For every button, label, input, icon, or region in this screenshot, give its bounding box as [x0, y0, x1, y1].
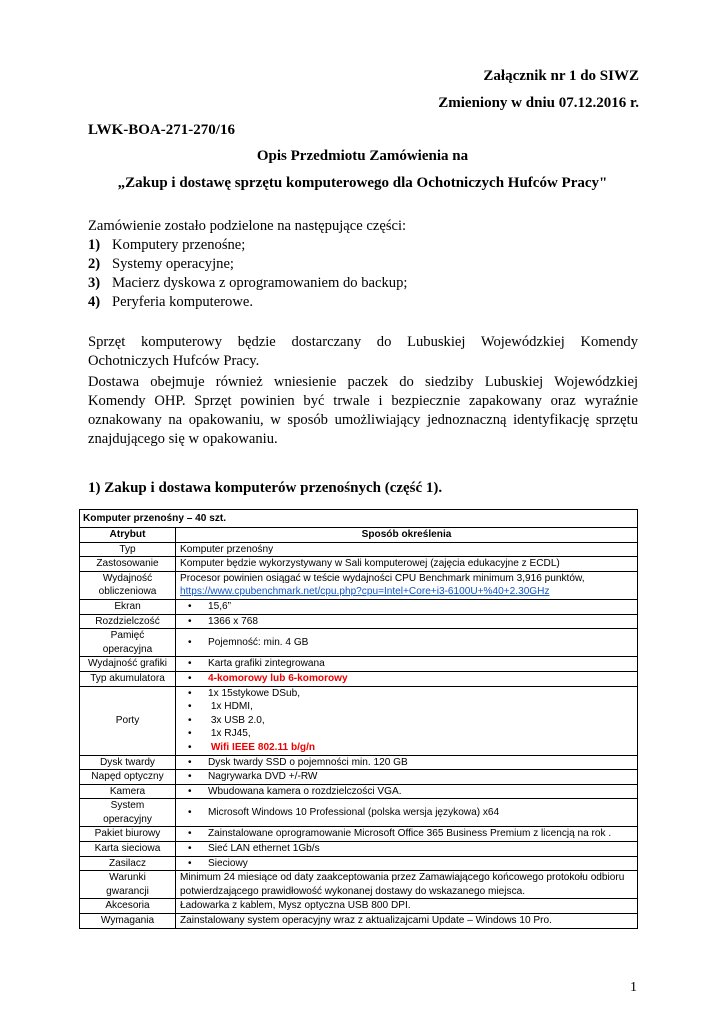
value-line: potwierdzającego prawidłowość wykonanej dostawy do wskazanego miejsca.	[180, 885, 526, 897]
port-item	[180, 700, 634, 714]
intro-lead: Zamówienie zostało podzielone na następujące części:	[88, 218, 407, 234]
table-caption-row	[80, 510, 638, 528]
row-attribute: Wymagania	[80, 914, 176, 929]
row-attribute: Zasilacz	[80, 856, 176, 871]
row-value	[176, 755, 638, 770]
list-item	[88, 236, 245, 255]
row-value: Ładowarka z kablem, Mysz optyczna USB 800 DPI.	[176, 899, 638, 914]
reference-number: LWK-BOA-271-270/16	[88, 122, 235, 138]
table-row	[80, 671, 638, 686]
table-header-row	[80, 528, 638, 543]
attr-line: obliczeniowa	[98, 586, 157, 598]
row-attribute: Typ akumulatora	[80, 671, 176, 686]
bullet-icon: •	[188, 828, 192, 840]
table-row	[80, 871, 638, 899]
list-item	[88, 274, 407, 293]
row-attribute: Dysk twardy	[80, 755, 176, 770]
list-number: 2)	[88, 256, 101, 272]
row-value	[176, 657, 638, 672]
row-value	[176, 671, 638, 686]
row-attribute: Pakiet biurowy	[80, 827, 176, 842]
row-value	[176, 599, 638, 614]
list-number: 1)	[88, 237, 101, 253]
row-value	[176, 784, 638, 799]
value-text: Karta grafiki zintegrowana	[208, 658, 325, 670]
row-attribute	[80, 629, 176, 657]
section-heading: 1) Zakup i dostawa komputerów przenośnych (część 1).	[88, 480, 443, 496]
delivery-paragraph-1: Sprzęt komputerowy będzie dostarczany do Lubuskiej Wojewódzkiej Komendy Ochotniczych Hufców Pracy.	[88, 334, 638, 369]
value-text-highlight: Wifi IEEE 802.11 b/g/n	[210, 741, 316, 753]
list-number: 4)	[88, 294, 101, 310]
value-text: 3x USB 2.0,	[210, 714, 265, 726]
table-row	[80, 542, 638, 557]
value-text: 1366 x 768	[208, 615, 258, 627]
table-row	[80, 899, 638, 914]
row-attribute: Wydajność grafiki	[80, 657, 176, 672]
row-value	[176, 856, 638, 871]
bullet-icon: •	[188, 771, 192, 783]
value-text: Nagrywarka DVD +/-RW	[208, 771, 318, 783]
row-value	[176, 842, 638, 857]
row-attribute: Napęd optyczny	[80, 770, 176, 785]
attachment-label: Załącznik nr 1 do SIWZ	[483, 68, 639, 84]
row-attribute: Rozdzielczość	[80, 614, 176, 629]
title-line-1: Opis Przedmiotu Zamówienia na	[256, 148, 469, 164]
table-row	[80, 799, 638, 827]
attr-line: operacyjny	[103, 813, 152, 825]
attr-line: Warunki	[109, 872, 146, 884]
list-text: Komputery przenośne;	[112, 237, 246, 253]
row-attribute: Zastosowanie	[80, 557, 176, 572]
column-header-attribute: Atrybut	[80, 528, 176, 543]
table-row	[80, 827, 638, 842]
table-row	[80, 842, 638, 857]
row-attribute	[80, 571, 176, 599]
row-value	[176, 827, 638, 842]
row-value	[176, 629, 638, 657]
list-number: 3)	[88, 275, 101, 291]
row-attribute: Porty	[80, 686, 176, 755]
bullet-icon: •	[188, 785, 192, 797]
value-text: Pojemność: min. 4 GB	[208, 636, 309, 648]
bullet-icon: •	[188, 687, 192, 699]
table-row	[80, 657, 638, 672]
list-text: Peryferia komputerowe.	[112, 294, 254, 310]
port-item	[180, 714, 634, 728]
row-value	[176, 871, 638, 899]
table-row	[80, 571, 638, 599]
list-item	[88, 255, 234, 274]
row-attribute: Kamera	[80, 784, 176, 799]
value-text-highlight: 4-komorowy lub 6-komorowy	[208, 672, 348, 684]
row-value: Zainstalowany system operacyjny wraz z aktualizajcami Update – Windows 10 Pro.	[176, 914, 638, 929]
bullet-icon: •	[188, 701, 192, 713]
port-item	[180, 741, 634, 755]
row-value	[176, 686, 638, 755]
value-text: Sieciowy	[208, 857, 248, 869]
bullet-icon: •	[188, 807, 192, 819]
attr-line: Pamięć	[110, 630, 145, 642]
bullet-icon: •	[188, 600, 192, 612]
attr-line: System	[110, 800, 145, 812]
value-text: 1x 15stykowe DSub,	[208, 687, 301, 699]
row-value: Komputer będzie wykorzystywany w Sali komputerowej (zajęcia edukacyjne z ECDL)	[176, 557, 638, 572]
value-text: 1x HDMI,	[210, 701, 253, 713]
attr-line: gwarancji	[106, 885, 149, 897]
row-attribute: Typ	[80, 542, 176, 557]
table-row	[80, 856, 638, 871]
bullet-icon: •	[188, 843, 192, 855]
title-line-2: „Zakup i dostawę sprzętu komputerowego dla Ochotniczych Hufców Pracy"	[117, 175, 608, 191]
row-value	[176, 614, 638, 629]
table-row	[80, 599, 638, 614]
value-text: Sieć LAN ethernet 1Gb/s	[208, 843, 320, 855]
row-value	[176, 571, 638, 599]
bullet-icon: •	[188, 857, 192, 869]
row-attribute: Akcesoria	[80, 899, 176, 914]
value-text: Zainstalowane oprogramowanie Microsoft Office 365 Business Premium z licencją na rok .	[208, 828, 612, 840]
value-line: Minimum 24 miesiące od daty zaakceptowania przez Zamawiającego końcowego protokołu odbioru	[180, 872, 625, 884]
bullet-icon: •	[188, 714, 192, 726]
bullet-icon: •	[188, 741, 192, 753]
bullet-icon: •	[188, 658, 192, 670]
list-item	[88, 293, 253, 312]
value-line: Procesor powinien osiągać w teście wydajności CPU Benchmark minimum 3,916 punktów,	[180, 572, 585, 584]
value-text: Wbudowana kamera o rozdzielczości VGA.	[208, 785, 402, 797]
row-attribute	[80, 799, 176, 827]
list-text: Macierz dyskowa z oprogramowaniem do backup;	[112, 275, 408, 291]
bullet-icon: •	[188, 672, 192, 684]
value-text: 1x RJ45,	[210, 728, 251, 740]
column-header-spec: Sposób określenia	[176, 528, 638, 543]
value-text: 15,6”	[208, 600, 232, 612]
row-attribute: Karta sieciowa	[80, 842, 176, 857]
bullet-icon: •	[188, 728, 192, 740]
table-row	[80, 686, 638, 755]
row-attribute: Ekran	[80, 599, 176, 614]
bullet-icon: •	[188, 756, 192, 768]
value-text: Dysk twardy SSD o pojemności min. 120 GB	[208, 756, 408, 768]
list-text: Systemy operacyjne;	[112, 256, 234, 272]
attr-line: Wydajność	[102, 572, 153, 584]
attr-line: operacyjna	[102, 643, 153, 655]
delivery-paragraph-2: Dostawa obejmuje również wniesienie paczek do siedziby Lubuskiej Wojewódzkiej Komendy OHP. Sprzęt powinien być trwale i bezpiecznie zapakowany oraz wyraźnie oznakowany na opakowaniu, w sposób umożliwiający jednoznaczną identyfikację sprzętu znajdującego się w opakowaniu.	[88, 374, 638, 447]
changed-date-label: Zmieniony w dniu 07.12.2016 r.	[438, 95, 639, 111]
row-attribute	[80, 871, 176, 899]
port-item	[180, 687, 634, 701]
table-row	[80, 770, 638, 785]
bullet-icon: •	[188, 615, 192, 627]
value-text: Microsoft Windows 10 Professional (polska wersja językowa) x64	[208, 807, 500, 819]
page-number: 1	[630, 980, 637, 995]
port-item	[180, 727, 634, 741]
table-row	[80, 914, 638, 929]
row-value	[176, 799, 638, 827]
table-row	[80, 755, 638, 770]
row-value	[176, 770, 638, 785]
cpubenchmark-link[interactable]: https://www.cpubenchmark.net/cpu.php?cpu=Intel+Core+i3-6100U+%40+2.30GHz	[180, 586, 550, 598]
spec-table	[79, 509, 638, 929]
table-row	[80, 629, 638, 657]
table-caption: Komputer przenośny – 40 szt.	[80, 510, 638, 528]
table-row	[80, 784, 638, 799]
row-value: Komputer przenośny	[176, 542, 638, 557]
table-row	[80, 557, 638, 572]
bullet-icon: •	[188, 636, 192, 648]
table-row	[80, 614, 638, 629]
